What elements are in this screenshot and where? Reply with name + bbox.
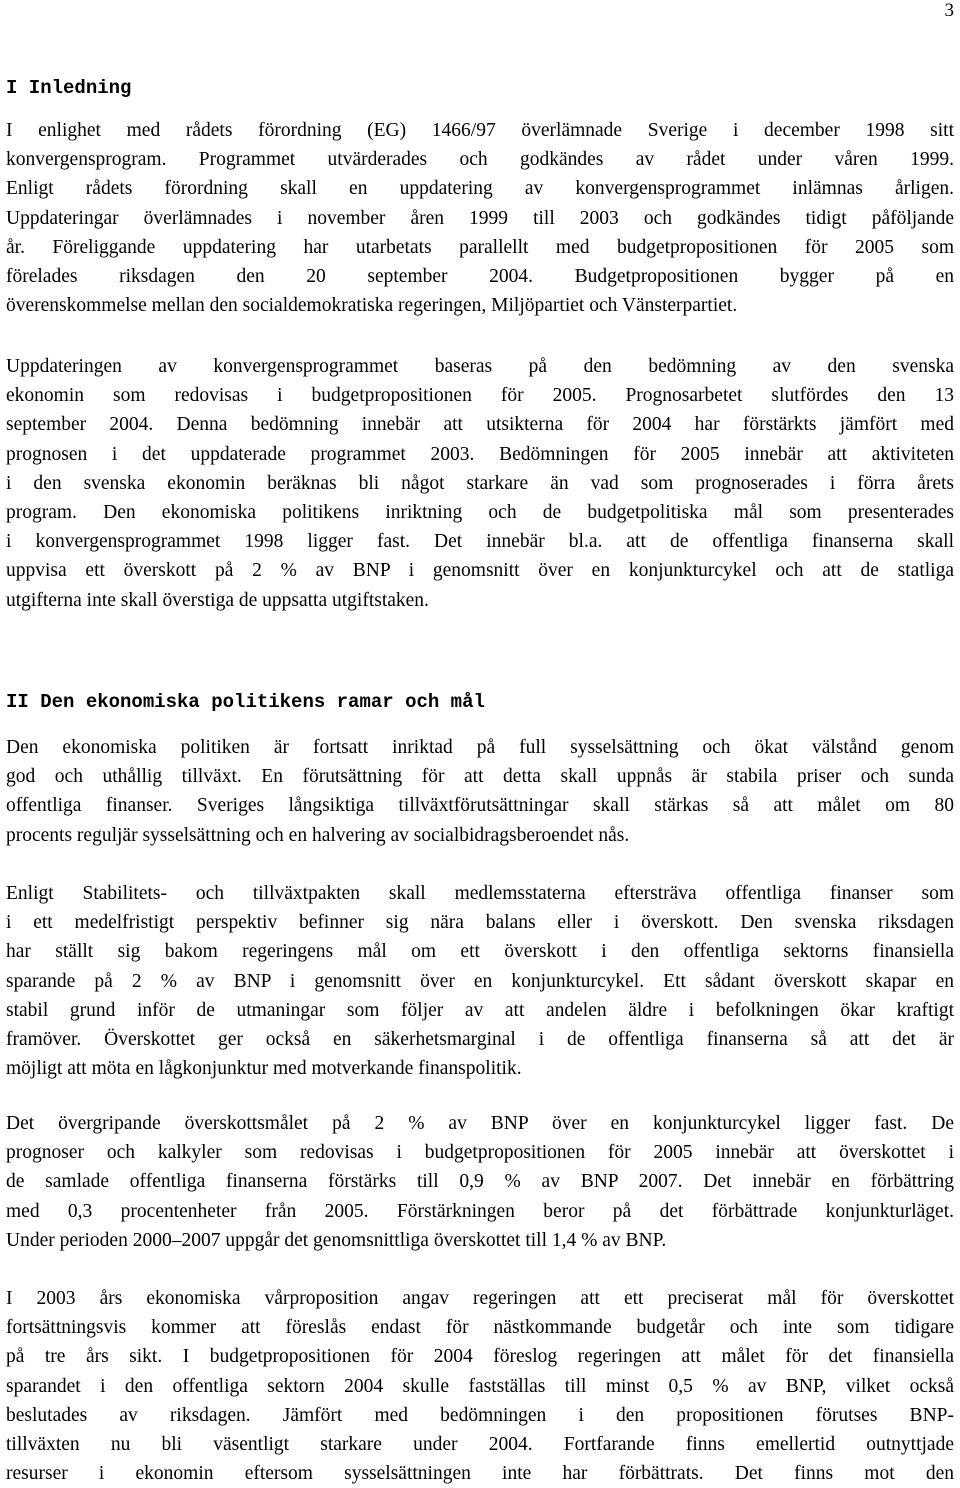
text-line: I enlighet med rådets förordning (EG) 1466/97 överlämnade Sverige i december 1998 sitt [6,120,954,141]
text-line: I 2003 års ekonomiska vårproposition angav regeringen att ett preciserat mål för överskottet [6,1288,954,1309]
text-line: program. Den ekonomiska politikens inriktning och de budgetpolitiska mål som presenterades [6,502,954,524]
section-heading-inledning: I Inledning [6,77,132,99]
text-line: framöver. Överskottet ger också en säkerhetsmarginal i de offentliga finanserna så att det är [6,1029,954,1051]
text-line: har ställt sig bakom regeringens mål om ett överskott i den offentliga sektorns finansiella [6,941,954,963]
text-line: i konvergensprogrammet 1998 ligger fast. Det innebär bl.a. att de offentliga finanserna skall [6,531,954,553]
text-line: de samlade offentliga finanserna förstärks till 0,9 % av BNP 2007. Det innebär en förbättring [6,1171,954,1193]
text-line: god och uthållig tillväxt. En förutsättning för att detta skall uppnås är stabila priser och sunda [6,766,954,788]
paragraph [6,1109,954,1255]
paragraph [6,733,954,850]
paragraph [6,352,954,615]
paragraph [6,879,954,1083]
text-line: på tre års sikt. I budgetpropositionen för 2004 föreslog regeringen att målet för det finansiella [6,1346,954,1368]
text-line: prognoser och kalkyler som redovisas i budgetpropositionen för 2005 innebär att överskottet i [6,1142,954,1164]
text-line: prognosen i det uppdaterade programmet 2003. Bedömningen för 2005 innebär att aktiviteten [6,443,954,465]
text-line: september 2004. Denna bedömning innebär att utsikterna för 2004 har förstärkts jämfört med [6,414,954,436]
text-line: ekonomin som redovisas i budgetpropositionen för 2005. Prognosarbetet slutfördes den 13 [6,385,954,407]
text-line: år. Föreliggande uppdatering har utarbetats parallellt med budgetpropositionen för 2005 som [6,236,954,258]
text-line: i ett medelfristigt perspektiv befinner sig nära balans eller i överskott. Den svenska riksdagen [6,912,954,934]
text-line: utgifterna inte skall överstiga de uppsatta utgiftstaken. [6,589,429,611]
page-number: 3 [944,0,954,21]
paragraph [6,1284,954,1488]
text-line: med 0,3 procentenheter från 2005. Förstärkningen beror på det förbättrade konjunkturläget. [6,1200,954,1222]
text-line: i den svenska ekonomin beräknas bli något starkare än vad som prognoserades i förra årets [6,472,954,494]
text-line: Den ekonomiska politiken är fortsatt inriktad på full sysselsättning och ökat välstånd genom [6,737,954,758]
text-line: uppvisa ett överskott på 2 % av BNP i genomsnitt över en konjunkturcykel och att de statliga [6,560,954,582]
text-line: konvergensprogram. Programmet utvärderades och godkändes av rådet under våren 1999. [6,149,954,171]
text-line: fortsättningsvis kommer att föreslås endast för nästkommande budgetår och inte som tidigare [6,1317,954,1339]
text-line: sparande på 2 % av BNP i genomsnitt över en konjunkturcykel. Ett sådant överskott skapar en [6,970,954,992]
text-line: möjligt att möta en lågkonjunktur med motverkande finanspolitik. [6,1058,522,1080]
section-heading-ramar-och-mal: II Den ekonomiska politikens ramar och mål [6,691,485,713]
text-line: Uppdateringar överlämnades i november åren 1999 till 2003 och godkändes tidigt påföljande [6,207,954,229]
paragraph [6,116,954,320]
text-line: tillväxten nu bli väsentligt starkare under 2004. Fortfarande finns emellertid outnyttjade [6,1434,954,1456]
text-line: Under perioden 2000–2007 uppgår det genomsnittliga överskottet till 1,4 % av BNP. [6,1229,667,1251]
text-line: Enligt Stabilitets- och tillväxtpakten skall medlemsstaterna eftersträva offentliga finanser som [6,883,954,904]
text-line: Enligt rådets förordning skall en uppdatering av konvergensprogrammet inlämnas årligen. [6,178,954,200]
text-line: överenskommelse mellan den socialdemokratiska regeringen, Miljöpartiet och Vänsterpartiet. [6,295,738,317]
text-line: stabil grund inför de utmaningar som följer av att andelen äldre i befolkningen ökar kraftigt [6,999,954,1021]
text-line: procents reguljär sysselsättning och en halvering av socialbidragsberoendet nås. [6,824,630,846]
text-line: förelades riksdagen den 20 september 2004. Budgetpropositionen bygger på en [6,266,954,288]
text-line: resurser i ekonomin eftersom sysselsättningen inte har förbättrats. Det finns mot den [6,1463,954,1485]
text-line: sparandet i den offentliga sektorn 2004 skulle fastställas till minst 0,5 % av BNP, vilket också [6,1375,954,1397]
text-line: Det övergripande överskottsmålet på 2 % av BNP över en konjunkturcykel ligger fast. De [6,1113,954,1134]
text-line: Uppdateringen av konvergensprogrammet baseras på den bedömning av den svenska [6,356,954,377]
text-line: beslutades av riksdagen. Jämfört med bedömningen i den propositionen förutses BNP- [6,1404,954,1426]
text-line: offentliga finanser. Sveriges långsiktiga tillväxtförutsättningar skall stärkas så att målet om 80 [6,795,954,817]
